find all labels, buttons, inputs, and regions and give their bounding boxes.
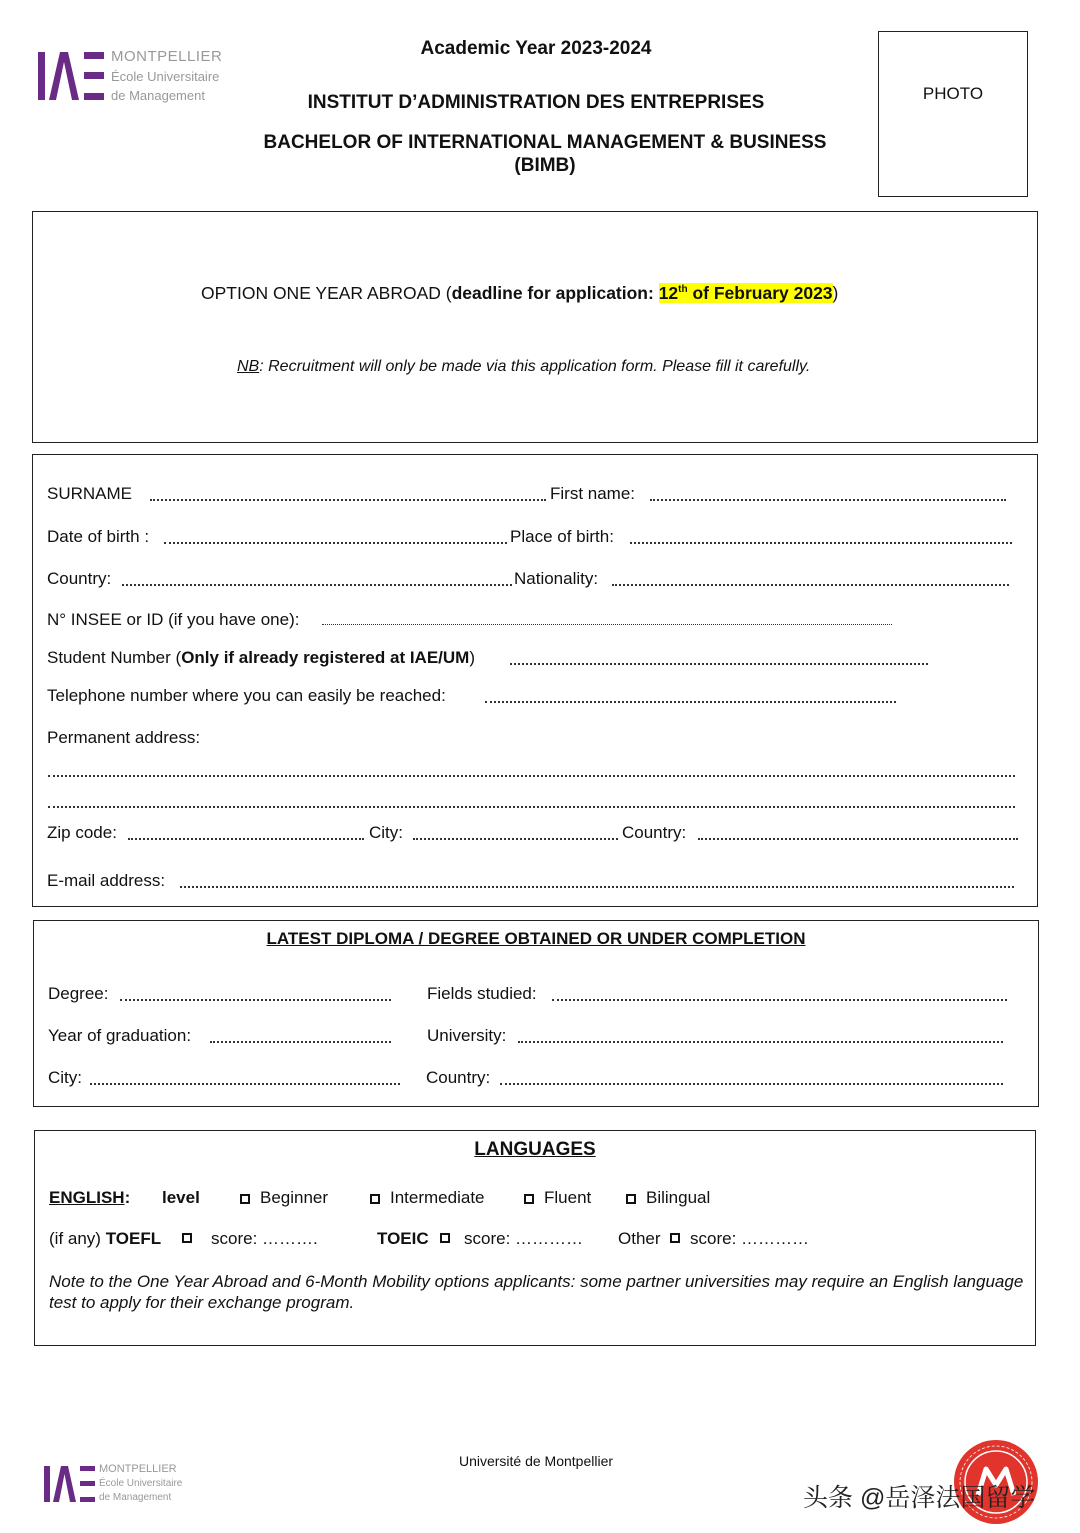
nationality-field[interactable] — [612, 584, 1009, 586]
logo-letter-e-top — [84, 52, 104, 59]
languages-title: LANGUAGES — [474, 1139, 596, 1160]
fields-field[interactable] — [552, 999, 1007, 1001]
first-name-field[interactable] — [650, 499, 1006, 501]
footer-logo-i — [44, 1466, 50, 1502]
dob-field[interactable] — [164, 542, 507, 544]
student-number-label: Student Number (Only if already registered at IAE/UM) — [47, 648, 476, 667]
toeic-score[interactable]: score: ………… — [464, 1229, 584, 1248]
surname-label: SURNAME — [47, 484, 133, 503]
other-label: Other — [618, 1229, 661, 1248]
logo-letter-i — [38, 52, 45, 100]
program-abbr: (BIMB) — [514, 155, 576, 176]
insee-field[interactable] — [322, 624, 892, 625]
pob-field[interactable] — [630, 542, 1012, 544]
addr-city-field[interactable] — [413, 838, 618, 840]
other-checkbox-icon[interactable] — [670, 1233, 680, 1243]
option-fluent[interactable]: Fluent — [524, 1188, 591, 1208]
option-line: OPTION ONE YEAR ABROAD (deadline for application: 12th of February 2023) — [201, 283, 839, 303]
footer-logo-line3: de Management — [99, 1492, 172, 1503]
university-field[interactable] — [518, 1041, 1003, 1043]
deadline-highlight: 12th of February 2023 — [658, 283, 833, 303]
email-label: E-mail address: — [47, 871, 166, 890]
dip-city-field[interactable] — [90, 1083, 400, 1085]
dob-label: Date of birth : — [47, 527, 150, 546]
university-label: University: — [427, 1026, 507, 1045]
address-line-1[interactable] — [48, 775, 1015, 777]
photo-label: PHOTO — [922, 84, 984, 103]
language-note: Note to the One Year Abroad and 6-Month Mobility options applicants: some partner universities may require an English language test to apply for their exchange program. — [49, 1272, 1024, 1312]
telephone-label: Telephone number where you can easily be reached: — [47, 686, 446, 705]
toefl-row: (if any) TOEFL — [49, 1229, 162, 1248]
dip-country-label: Country: — [426, 1068, 491, 1087]
toefl-checkbox-icon[interactable] — [182, 1233, 192, 1243]
degree-label: Degree: — [48, 984, 109, 1003]
footer-logo-a — [53, 1466, 76, 1502]
dip-country-field[interactable] — [500, 1083, 1003, 1085]
logo-letter-e-bot — [84, 93, 104, 100]
program-title: BACHELOR OF INTERNATIONAL MANAGEMENT & BUSINESS — [263, 132, 827, 153]
iae-logo — [38, 48, 223, 105]
watermark-text: 头条 @岳泽法国留学 — [803, 1484, 1036, 1512]
logo-line1: MONTPELLIER — [111, 48, 223, 65]
option-beginner[interactable]: Beginner — [240, 1188, 328, 1208]
zip-label: Zip code: — [47, 823, 117, 842]
student-number-field[interactable] — [510, 663, 928, 665]
other-score[interactable]: score: ………… — [690, 1229, 810, 1248]
address-line-2[interactable] — [48, 806, 1015, 808]
grad-year-label: Year of graduation: — [48, 1026, 192, 1045]
footer-iae-logo — [44, 1464, 184, 1506]
institute-title: INSTITUT D’ADMINISTRATION DES ENTREPRISES — [307, 92, 765, 113]
addr-country-field[interactable] — [698, 838, 1018, 840]
footer-logo-e-top — [80, 1466, 95, 1471]
option-bilingual[interactable]: Bilingual — [626, 1188, 710, 1208]
academic-year: Academic Year 2023-2024 — [420, 38, 652, 59]
email-field[interactable] — [180, 886, 1014, 888]
logo-line2: École Universitaire — [111, 69, 220, 84]
diploma-title: LATEST DIPLOMA / DEGREE OBTAINED OR UNDER COMPLETION — [266, 929, 806, 948]
pob-label: Place of birth: — [510, 527, 614, 546]
footer-university: Université de Montpellier — [458, 1453, 614, 1469]
checkbox-icon[interactable] — [524, 1194, 534, 1204]
logo-letter-a — [49, 52, 79, 100]
option-intermediate[interactable]: Intermediate — [370, 1188, 485, 1208]
toeic-label: TOEIC — [377, 1229, 429, 1248]
option-box — [32, 211, 1038, 443]
toeic-checkbox-icon[interactable] — [440, 1233, 450, 1243]
telephone-field[interactable] — [485, 701, 896, 703]
addr-city-label: City: — [369, 823, 403, 842]
logo-letter-e-mid — [84, 72, 104, 79]
country-field[interactable] — [122, 584, 512, 586]
footer-logo-line1: MONTPELLIER — [99, 1463, 177, 1475]
level-label: level — [162, 1188, 200, 1207]
footer-logo-e-mid — [80, 1481, 95, 1486]
degree-field[interactable] — [120, 999, 391, 1001]
zip-field[interactable] — [128, 838, 364, 840]
grad-year-field[interactable] — [210, 1041, 391, 1043]
insee-label: N° INSEE or ID (if you have one): — [47, 610, 300, 629]
country-label: Country: — [47, 569, 112, 588]
addr-country-label: Country: — [622, 823, 687, 842]
first-name-label: First name: — [550, 484, 636, 503]
address-label: Permanent address: — [47, 728, 201, 747]
checkbox-icon[interactable] — [626, 1194, 636, 1204]
dip-city-label: City: — [48, 1068, 82, 1087]
photo-box — [878, 31, 1028, 197]
checkbox-icon[interactable] — [240, 1194, 250, 1204]
toefl-score[interactable]: score: ………. — [211, 1229, 318, 1248]
surname-field[interactable] — [150, 499, 546, 501]
footer-logo-e-bot — [80, 1497, 95, 1502]
checkbox-icon[interactable] — [370, 1194, 380, 1204]
english-label: ENGLISH: — [49, 1188, 131, 1207]
footer-logo-line2: École Universitaire — [99, 1478, 183, 1489]
nb-note: NB: Recruitment will only be made via this application form. Please fill it carefully. — [237, 358, 811, 375]
nationality-label: Nationality: — [514, 569, 599, 588]
fields-label: Fields studied: — [427, 984, 537, 1003]
logo-line3: de Management — [111, 88, 205, 103]
